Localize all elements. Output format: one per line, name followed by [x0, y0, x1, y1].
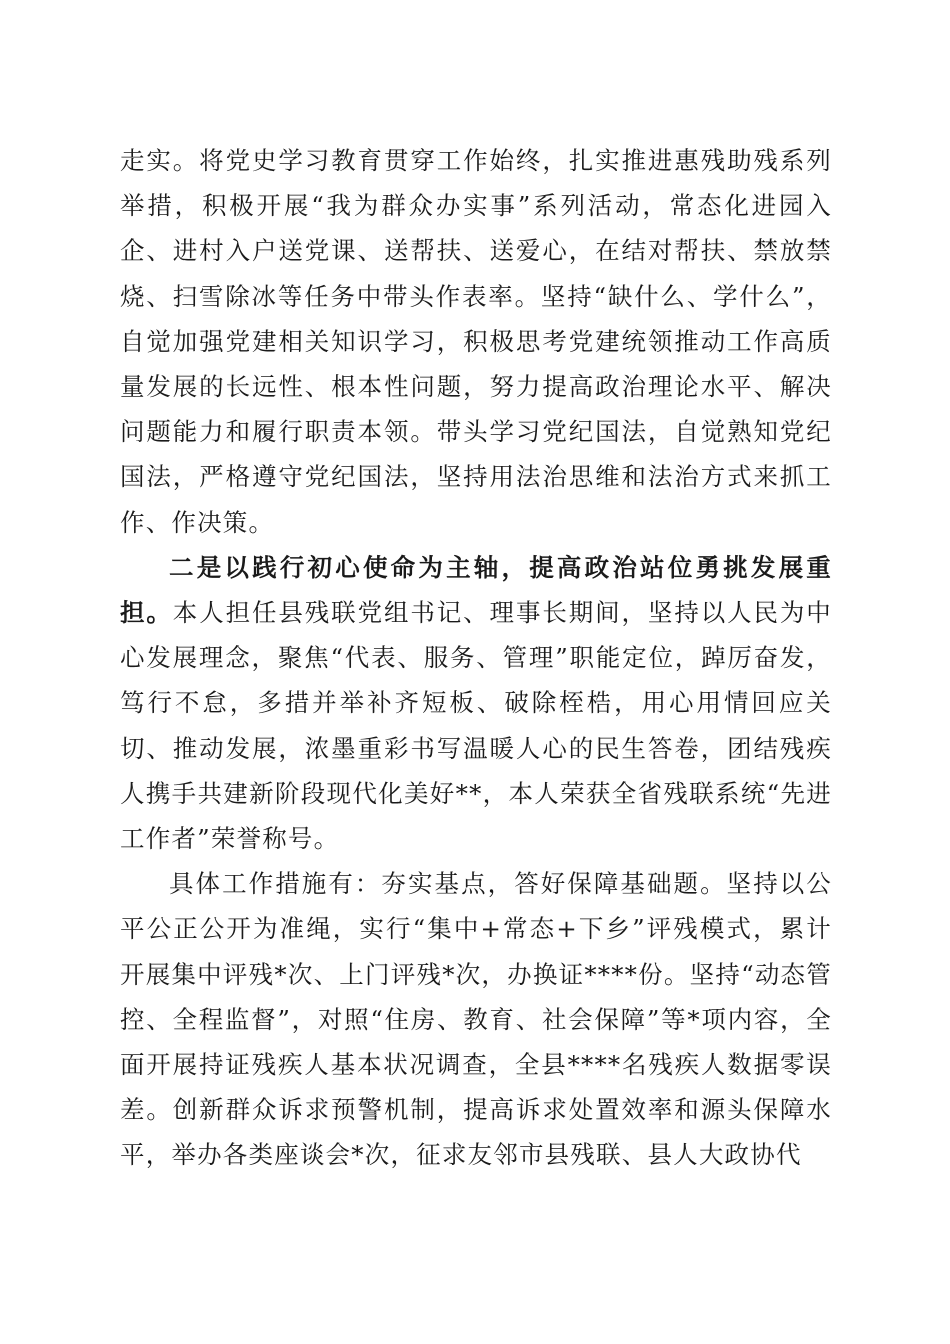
paragraph-3-text: 具体工作措施有：夯实基点，答好保障基础题。坚持以公平公正公开为准绳，实行“集中+常态+下乡”评残模式，累计开展集中评残*次、上门评残*次，办换证****份。坚持“动态管控、全程监督”，对照“住房、教育、社会保障”等*项内容，全面开展持证残疾人基本状况调查，全县****名残疾人数据零误差。创新群众诉求预警机制，提高诉求处置效率和源头保障水平，举办各类座谈会*次，征求友邻市县残联、县人大政协代: [120, 869, 832, 1170]
paragraph-2-lead: 二是以践行初心使命为主轴，提高政治站位勇挑发展重担。: [120, 552, 832, 628]
paragraph-1: [120, 138, 832, 545]
paragraph-2: [120, 545, 832, 861]
paragraph-3: [120, 861, 832, 1177]
paragraph-1-text: 走实。将党史学习教育贯穿工作始终，扎实推进惠残助残系列举措，积极开展“我为群众办实事”系列活动，常态化进园入企、进村入户送党课、送帮扶、送爱心，在结对帮扶、禁放禁烧、扫雪除冰等任务中带头作表率。坚持“缺什么、学什么”，自觉加强党建相关知识学习，积极思考党建统领推动工作高质量发展的长远性、根本性问题，努力提高政治理论水平、解决问题能力和履行职责本领。带头学习党纪国法，自觉熟知党纪国法，严格遵守党纪国法，坚持用法治思维和法治方式来抓工作、作决策。: [120, 146, 832, 537]
paragraph-2-text: 本人担任县残联党组书记、理事长期间，坚持以人民为中心发展理念，聚焦“代表、服务、管理”职能定位，踔厉奋发，笃行不怠，多措并举补齐短板、破除桎梏，用心用情回应关切、推动发展，浓墨重彩书写温暖人心的民生答卷，团结残疾人携手共建新阶段现代化美好**，本人荣获全省残联系统“先进工作者”荣誉称号。: [120, 598, 832, 854]
document-body: [120, 138, 832, 1178]
